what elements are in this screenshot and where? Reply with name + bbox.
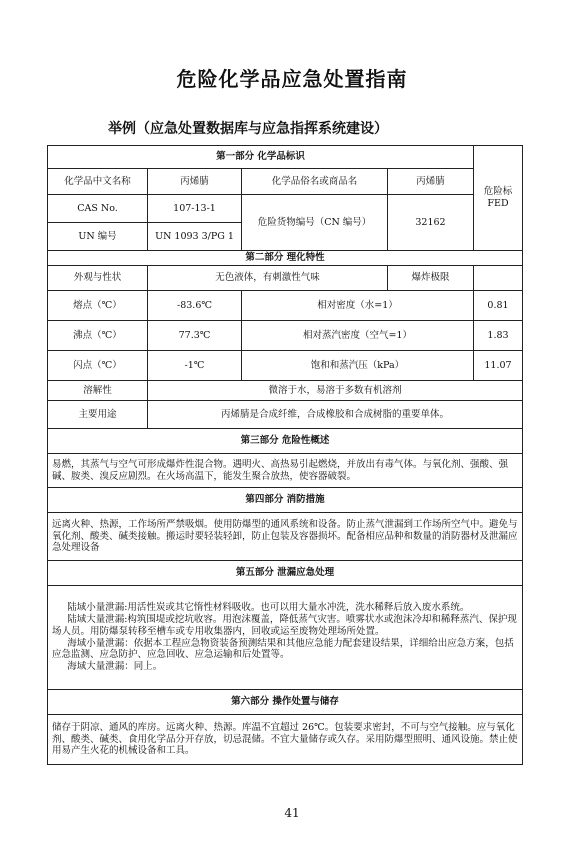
section5-land-large: 陆域大量泄漏:构筑围堤或挖坑收容。用泡沫覆盖，降低蒸气灾害。喷雾状水或泡沫冷却和稀释蒸汽、保护现场人员。用防爆泵转移至槽车或专用收集器内，回收或运至废物处理场所处置。	[52, 613, 517, 637]
vapor-density-value: 1.83	[474, 321, 523, 351]
cn-name-label: 化学品中文名称	[48, 169, 148, 195]
density-value: 0.81	[474, 291, 523, 321]
section6-text: 储存于阴凉、通风的库房。远离火种、热源。库温不宜超过 26℃。包装要求密封，不可与空气接触。应与氧化剂、酸类、碱类、食用化学品分开存放，切忌混储。不宜大量储存或久存。采用防爆型照明、通风设施。禁止使用易产生火花的机械设备和工具。	[48, 715, 523, 765]
section5-body	[48, 586, 523, 690]
section5-header: 第五部分 泄漏应急处理	[48, 561, 523, 586]
section5-sea-large: 海域大量泄漏：同上。	[67, 661, 163, 673]
explosion-value	[474, 266, 523, 291]
cn-name-value: 丙烯腈	[148, 169, 242, 195]
section4-text: 远离火种、热源，工作场所严禁吸烟。使用防爆型的通风系统和设备。防止蒸气泄漏到工作场所空气中。避免与氧化剂、酸类、碱类接触。搬运时要轻装轻卸，防止包装及容器损坏。配备相应品种和数量的消防器材及泄漏应急处理设备	[48, 513, 523, 561]
melting-label: 熔点（℃）	[48, 291, 148, 321]
hazard-mark: 危险标 FED	[483, 186, 513, 209]
flash-label: 闪点（℃）	[48, 351, 148, 381]
section5-land-small: 陆域小量泄漏:用活性炭或其它惰性材料吸收。也可以用大量水冲洗，洗水稀释后放入废水系统。	[67, 601, 470, 613]
solubility-value: 微溶于水，易溶于多数有机溶剂	[148, 381, 523, 401]
cn-code-label: 危险货物编号（CN 编号）	[242, 195, 388, 251]
section3-text: 易燃，其蒸气与空气可形成爆炸性混合物。遇明火、高热易引起燃烧，并放出有毒气体。与氧化剂、强酸、强碱、胺类、溴反应剧烈。在火场高温下，能发生聚合放热，使容器破裂。	[48, 454, 523, 488]
page-number: 41	[284, 806, 300, 820]
vapor-pressure-value: 11.07	[474, 351, 523, 381]
appearance-value: 无色液体，有刺激性气味	[148, 266, 388, 291]
section3-header: 第三部分 危险性概述	[48, 429, 523, 454]
common-name-label: 化学品俗名或商品名	[242, 169, 388, 195]
section5-sea-small: 海域小量泄漏：依据本工程应急物资装备预测结果和其他应急能力配套建设结果，详细给出应急方案，包括应急监测、应急防护、应急回收、应急运输和后处置等。	[52, 637, 514, 661]
chemical-info-table	[47, 145, 523, 765]
section1-header: 第一部分 化学品标识	[48, 146, 474, 169]
explosion-label: 爆炸极限	[388, 266, 474, 291]
melting-value: -83.6℃	[148, 291, 242, 321]
usage-value: 丙烯腈是合成纤维，合成橡胶和合成树脂的重要单体。	[148, 401, 523, 429]
hazard-mark-cell	[474, 146, 523, 251]
un-value: UN 1093 3/PG 1	[148, 223, 242, 251]
common-name-value: 丙烯腈	[388, 169, 474, 195]
page-title: 危险化学品应急处置指南	[176, 67, 408, 91]
section4-header: 第四部分 消防措施	[48, 488, 523, 513]
appearance-label: 外观与性状	[48, 266, 148, 291]
boiling-value: 77.3℃	[148, 321, 242, 351]
vapor-density-label: 相对蒸汽密度（空气=1）	[242, 321, 474, 351]
vapor-pressure-label: 饱和和蒸汽压（kPa）	[242, 351, 474, 381]
section6-header: 第六部分 操作处置与储存	[48, 690, 523, 715]
solubility-label: 溶解性	[48, 381, 148, 401]
density-label: 相对密度（水=1）	[242, 291, 474, 321]
flash-value: -1℃	[148, 351, 242, 381]
boiling-label: 沸点（℃）	[48, 321, 148, 351]
un-label: UN 编号	[48, 223, 148, 251]
cas-value: 107-13-1	[148, 195, 242, 223]
cas-label: CAS No.	[48, 195, 148, 223]
cn-code-value: 32162	[388, 195, 474, 251]
usage-label: 主要用途	[48, 401, 148, 429]
section2-header: 第二部分 理化特性	[48, 251, 523, 266]
page-subtitle: 举例（应急处置数据库与应急指挥系统建设）	[108, 121, 388, 137]
